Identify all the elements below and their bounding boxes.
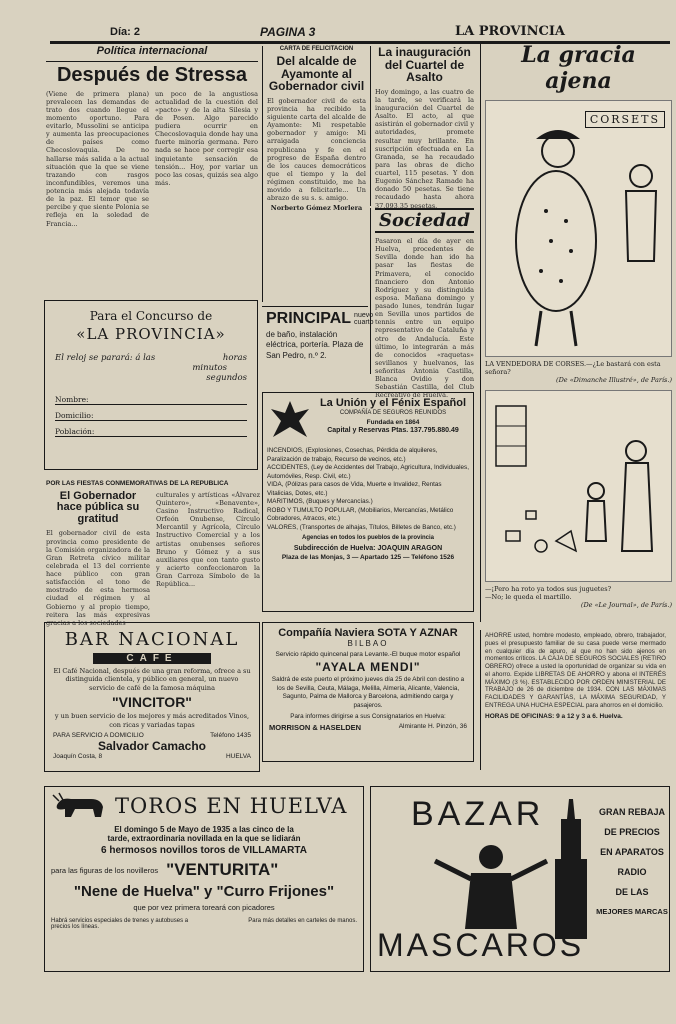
kicker: CARTA DE FELICITACION <box>279 46 354 52</box>
coverage-line: MARITIMOS, (Buques y Mercancías.) <box>267 498 373 505</box>
coverage-line: VALORES, (Transportes de alhajas, Títulos, Billetes de Banco, etc.) <box>267 523 456 531</box>
line-3: 6 hermosos novillos toros de VILLAMARTA <box>101 845 307 856</box>
service-label: PARA SERVICIO A DOMICILIO <box>53 732 144 740</box>
shop-sign: CORSETS <box>585 111 665 128</box>
headline: Después de Stressa <box>56 63 248 86</box>
column-1: El gobernador civil de esta provincia como presidente de la Comisión organizadora de la Gran Retreta cívico militar celebrada el 13 del corriente hace público con gran satisfacción el tono de mostrado de esta hermosa ciudad el régimen y al Gobierno y al propio tiempo, reitera las más expresivas gracias a los sociedades <box>46 529 150 627</box>
ad-title: BAR NACIONAL <box>64 629 240 650</box>
ad-title-2: MASCAROS <box>377 927 585 963</box>
ad-side: nuevo cuarto <box>354 312 374 326</box>
ship-name: "AYALA MENDI" <box>315 660 421 674</box>
section-title: Sociedad <box>375 208 474 233</box>
naviera-ad <box>262 622 474 762</box>
novillero-1: "VENTURITA" <box>166 860 279 879</box>
coverage-line: INCENDIOS, (Explosiones, Cosechas, Pérdida de alquileres, Paralización de trabajo, Recurso de vecinos, etc.) <box>267 447 438 463</box>
source-1: (De «Dimanche Illustré», de París.) <box>556 375 672 384</box>
coupon-line-1: Para el Concurso de <box>89 309 213 323</box>
address: Plaza de las Monjas, 3 — Apartado 125 — Teléfono 1526 <box>281 554 455 561</box>
date: Día: 2 <box>110 26 140 38</box>
body: Hoy domingo, a las cuatro de la tarde, se verificará la inauguración del Cuartel de Asalto. El acto, al que asistirán el gobernador civil y autoridades, promete resultar muy brillante. En suscripción efectuada en La Granada, se ha recaudado para las obras de dicho cuartel, 115 pesetas. Y don Eugenio Sánchez Ramade ha donado 50 pesetas. Se tiene recaudado hasta ahora 37.093,35 pesetas. <box>375 87 474 210</box>
line-1: El domingo 5 de Mayo de 1935 a las cinco de la <box>114 825 294 834</box>
line-2: tarde, extraordinaria novillada en la que se lidiarán <box>107 834 301 843</box>
route: Saldrá de este puerto el próximo jueves día 25 de Abril con destino a los de Sevilla, Ceuta, Málaga, Melilla, Almería, Alicante, Valencia, Sagunto, Palma de Mallorca y Barcelona, admitiendo carga y pasajeros. <box>271 676 465 709</box>
hours: HORAS DE OFICINAS: 9 a 12 y 3 a 6. Huelva. <box>485 712 623 720</box>
company-name: Compañía Naviera SOTA Y AZNAR <box>278 627 458 639</box>
ad-body-2: y un buen servicio de los mejores y más acreditados Vinos, con ricas y variadas tapas <box>54 712 250 729</box>
column-2: culturales y artísticas «Álvarez Quintero», «Benavente», Casino Instructivo Radical, Orfeón Onubense, Círculo Mercantil y Agrícola, Círculo Instructivo Comercial y a los artistas onubenses señores Bruno y Gómez y a sus auxiliares que con tanto gusto y acierto confeccionaron la Gran Carroza Símbolo de la República... <box>156 490 260 589</box>
founded: Fundada en 1864 <box>366 419 420 426</box>
minutos-label: minutos <box>192 363 227 373</box>
toros-ad <box>44 786 364 972</box>
field-nombre: Nombre: <box>55 395 247 405</box>
coupon-line-2: «LA PROVINCIA» <box>76 325 226 343</box>
cartoon-1 <box>485 100 672 357</box>
segundos-label: segundos <box>206 373 247 383</box>
promo-line: DE LAS <box>615 887 649 897</box>
column-1: (Viene de primera plana) prevalecen las demandas de trato dos cuando llegue el momento oportuno. Para evitarlo, Mussolini se anticipa y aumenta las preocupaciones de países como Checoslovaquia. De no hallarse más salida a la actual situación que la que se viene trazando con rasgos inconfundibles, veremos una potencia más alejada todavía de la paz. El temor que se percibe y que siente Polonia se refleja en la soledad de Francia... <box>46 89 149 228</box>
company-name: La Unión y el Fénix Español <box>319 397 467 409</box>
bull-icon <box>51 791 107 821</box>
ahorro-notice <box>480 630 670 770</box>
caption-2b: —No; le queda el martillo. <box>485 593 572 602</box>
headline: La inauguración del Cuartel de Asalto <box>378 45 471 85</box>
coverage-line: VIDA, (Pólizas para casos de Vida, Muerte e Invalidez, Rentas Vitalicias, Dotes, etc.) <box>267 481 442 497</box>
sociedad-article <box>370 208 474 400</box>
bazar-mascaros-ad <box>370 786 670 972</box>
gracia-ajena <box>480 42 672 622</box>
line-5: que por vez primera toreará con picadores <box>133 903 275 912</box>
concurso-coupon <box>44 300 258 470</box>
reloj-label: El reloj se parará: á las <box>55 353 156 363</box>
body: Pasaron el día de ayer en Huelva, procedentes de Sevilla donde han ido ha pasar las fiestas de Primavera, el conocido financiero don Antonio Rodríguez y su distinguida esposa. Mañana domingo y pasado lunes, tendrán lugar en Sevilla unos partidos de tennis entre un equipo representativo de Cataluña y otro de Andalucía. Este último, lo integrarán a más de conocidos «raquetas» sevillanos y huelvanos, las señoritas Antonia Castilla, Blanca Ovidio y don Sebastián Castilla, del Club Recreativo de Huelva. <box>375 237 474 400</box>
section-label: Política internacional <box>96 45 208 57</box>
ad-title: PRINCIPAL <box>266 310 352 327</box>
corset-lady-illustration <box>486 101 674 354</box>
coverage-line: ROBO Y TUMULTO POPULAR, (Mobiliarios, Mercancías, Metálico Cobradores, Atracos, etc.) <box>267 506 454 522</box>
skyscraper-illustration <box>551 799 591 939</box>
informes: Para informes dirigirse a sus Consignatarios en Huelva: <box>290 713 446 720</box>
service: Servicio rápido quincenal para Levante.-El buque motor español <box>275 651 461 658</box>
ad-body: de baño, instalación eléctrica, portería. Plaza de San Pedro, n.º 2. <box>266 330 364 360</box>
man-illustration <box>431 839 551 929</box>
body: AHORRE usted, hombre modesto, empleado, obrero, trabajador, pues el presupuesto familiar de su casa puede verse mermado en cualquier día de apuro, al que no han sido ajenos en momentos críticos. LA CAJA DE SEGUROS SOCIALES (RETIRO OBRERO) ofrece a usted la oportunidad de organizar su vida en el ahorro. Expide LIBRETAS DE AHORRO y abona el INTERÉS MÁXIMO (3 %). ESTABLECIDO POR ORDEN MINISTERIAL DE TRABAJO de 26 de diciembre de 1934. CON LAS MÁXIMAS FACILIDADES Y GARANTÍAS, LA MÁXIMA SEGURIDAD, Y ENTREGA UNA HUCHA ESPECIAL para ahorros en el domicilio. <box>485 632 666 709</box>
cuartel-article <box>370 45 474 210</box>
city: HUELVA <box>225 753 251 761</box>
ad-subtitle: CAFE <box>93 653 211 664</box>
horas-label: horas <box>222 353 247 363</box>
ad-title-1: BAZAR <box>411 795 545 833</box>
promo-text <box>595 807 669 916</box>
footer-1: Habrá servicios especiales de trenes y autobuses a precios los líneas. <box>51 918 189 930</box>
street: Joaquín Costa, 8 <box>53 753 103 761</box>
coverage-line: ACCIDENTES, (Ley de Accidentes del Trabajo, Agricultura, Individuales, Automóviles, Resp. Civil, etc.) <box>267 464 469 480</box>
field-poblacion: Población: <box>55 427 247 437</box>
paper-name: LA PROVINCIA <box>455 24 565 39</box>
coverage-list <box>267 447 469 532</box>
principal-ad <box>262 306 374 376</box>
agencias: Agencias en todos los pueblos de la provincia <box>301 535 435 541</box>
divider <box>46 61 258 62</box>
agent: MORRISON & HASELDEN <box>269 723 362 732</box>
subdireccion: Subdirección de Huelva: JOAQUIN ARAGON <box>293 545 443 552</box>
field-domicilio: Domicilio: <box>55 411 247 421</box>
union-fenix-ad <box>262 392 474 612</box>
broken-toys-illustration <box>486 391 674 579</box>
gobernador-article <box>46 480 260 627</box>
kicker: POR LAS FIESTAS CONMEMORATIVAS DE LA REPUBLICA <box>46 480 229 487</box>
ad-body: El Café Nacional, después de una gran reforma, ofrece a su distinguida clientela, y público en general, un nuevo servicio de café de la famosa máquina <box>53 667 251 692</box>
source-2: (De «Le Journal», de París.) <box>580 600 672 609</box>
promo-line: RADIO <box>617 867 647 877</box>
caption-1: LA VENDEDORA DE CORSES.—¿Le bastará con esta señora? <box>485 360 661 376</box>
promo-line: DE PRECIOS <box>604 827 660 837</box>
signature: Norberto Gómez Morlera <box>270 204 363 213</box>
headline: Del alcalde de Ayamonte al Gobernador civil <box>268 54 365 94</box>
brand: "VINCITOR" <box>112 694 192 711</box>
headline: El Gobernador hace pública su gratitud <box>56 489 140 525</box>
owner: Salvador Camacho <box>97 739 207 754</box>
politica-article <box>46 46 258 286</box>
page-number: PAGINA 3 <box>260 25 316 39</box>
column-2: un poco de la angustiosa actualidad de la cuestión del «pacto» y de la alta Silesia y de Posen. Algo parecido pudiera ocurrir en Checoslovaquia donde hay una fuerte minoría germana. Pero nada se hace por corregir esa inquietante sensación de tensión... Hoy, por variar un poco las cosas, quizás sea algo más. <box>155 89 258 187</box>
body: El gobernador civil de esta provincia ha recibido la siguiente carta del alcalde de Ayamonte: Mi respetable gobernador y amigo: Mi arraigada conciencia republicana y fe en el progreso de España dentro de los cauces democráticos que el tiempo y la del régimen constituido, me ha movido a felicitarle... Un abrazo de su s. s. amigo. <box>267 96 366 203</box>
caption-2a: —¡Pero ha roto ya todos sus juguetes? <box>485 585 612 594</box>
masthead <box>50 24 670 40</box>
promo-line: MEJORES MARCAS <box>596 907 668 916</box>
ad-title: TOROS EN HUELVA <box>115 794 348 818</box>
section-title: La gracia ajena <box>521 42 636 94</box>
novilleros-2-3: "Nene de Huelva" y "Curro Frijones" <box>73 883 335 900</box>
line-4: para las figuras de los novilleros <box>51 865 159 875</box>
agent-address: Almirante H. Pinzón, 36 <box>398 723 467 730</box>
capital: Capital y Reservas Ptas. 137.795.880.49 <box>327 427 459 434</box>
subtitle: COMPAÑÍA DE SEGUROS REUNIDOS <box>339 410 447 416</box>
telephone: Teléfono 1435 <box>210 732 251 740</box>
promo-line: GRAN REBAJA <box>598 807 665 817</box>
cartoon-2 <box>485 390 672 582</box>
phoenix-icon <box>267 397 313 443</box>
carta-article <box>262 46 366 302</box>
footer-2: Para más detalles en carteles de manos. <box>248 918 357 924</box>
bar-nacional-ad <box>44 622 260 772</box>
city: BILBAO <box>347 639 389 648</box>
promo-line: EN APARATOS <box>600 847 664 857</box>
